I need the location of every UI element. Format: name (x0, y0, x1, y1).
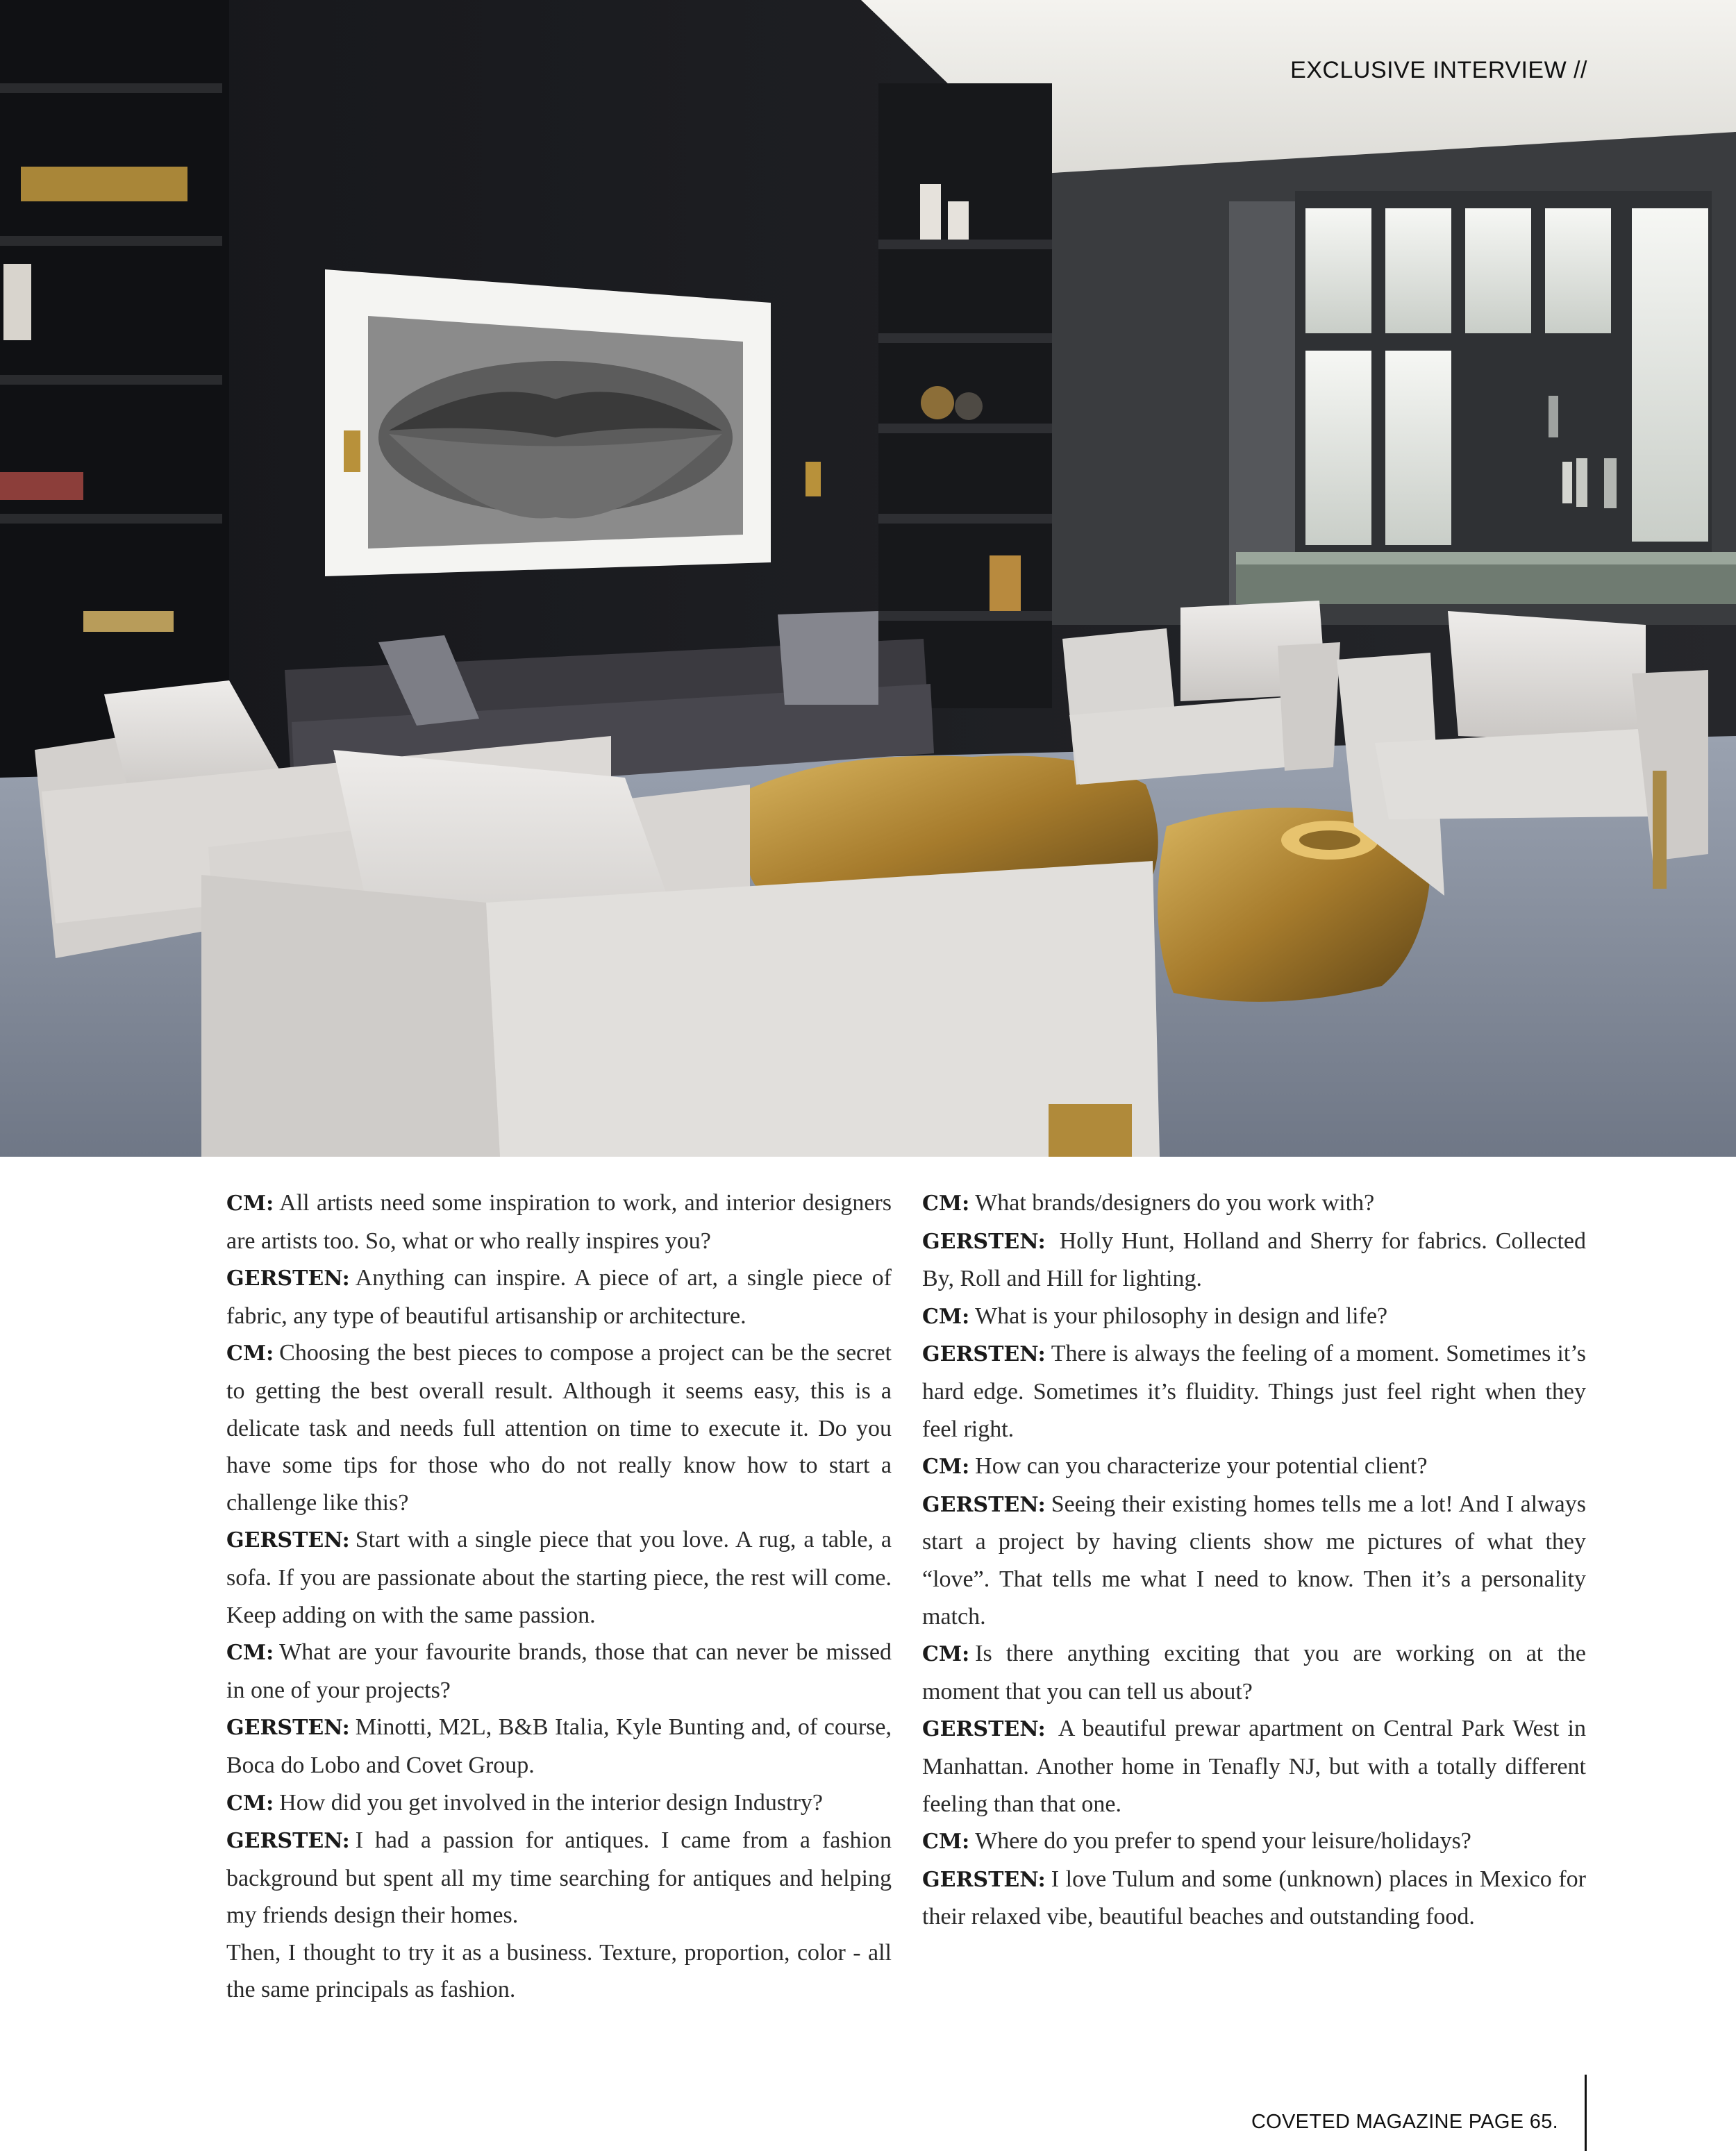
interview-paragraph (226, 1784, 892, 1823)
speaker-label: GERSTEN: (922, 1492, 1046, 1517)
speaker-label: GERSTEN: (922, 1229, 1046, 1254)
interview-paragraph (226, 1709, 892, 1784)
interview-paragraph (922, 1635, 1586, 1710)
paragraph-text: Where do you prefer to spend your leisure/holidays? (975, 1828, 1471, 1855)
paragraph-text: How did you get involved in the interior design Industry? (279, 1789, 823, 1816)
interview-paragraph (922, 1823, 1586, 1861)
speaker-label: CM: (226, 1641, 274, 1666)
interview-paragraph (226, 1634, 892, 1709)
interview-paragraph (922, 1298, 1586, 1336)
paragraph-text: Minotti, M2L, B&B Italia, Kyle Bunting and, of course, Boca do Lobo and Covet Group. (226, 1714, 892, 1778)
speaker-label: CM: (922, 1830, 970, 1855)
paragraph-text: I love Tulum and some (unknown) places in Mexico for their relaxed vibe, beautiful beaches and outstanding food. (922, 1866, 1586, 1930)
interview-paragraph (226, 1185, 892, 1259)
speaker-label: GERSTEN: (226, 1716, 350, 1741)
interview-paragraph (226, 1259, 892, 1334)
speaker-label: GERSTEN: (226, 1829, 350, 1854)
article-column-left (226, 1185, 892, 2009)
framed-lips-artwork (325, 269, 771, 576)
interview-paragraph (226, 1334, 892, 1521)
paragraph-text: Seeing their existing homes tells me a lot! And I always start a project by having clients show me pictures of what they “love”. That tells me what I need to know. Then it’s a personality match. (922, 1491, 1586, 1630)
speaker-label: GERSTEN: (226, 1266, 350, 1291)
speaker-label: CM: (922, 1642, 970, 1667)
speaker-label: GERSTEN: (226, 1528, 350, 1553)
paragraph-text: A beautiful prewar apartment on Central Park West in Manhattan. Another home in Tenafly NJ, but with a totally different feeling than that one. (922, 1716, 1586, 1817)
paragraph-text: Holly Hunt, Holland and Sherry for fabrics. Collected By, Roll and Hill for lighting. (922, 1228, 1586, 1292)
speaker-label: GERSTEN: (922, 1867, 1046, 1892)
speaker-label: CM: (226, 1791, 274, 1816)
paragraph-text: What brands/designers do you work with? (975, 1190, 1375, 1216)
interview-paragraph (922, 1335, 1586, 1448)
article-column-right (922, 1185, 1586, 1936)
interview-paragraph (922, 1223, 1586, 1298)
paragraph-text: Is there anything exciting that you are working on at the moment that you can tell us about? (922, 1641, 1586, 1705)
paragraph-text: There is always the feeling of a moment. Sometimes it’s hard edge. Sometimes it’s fluidity. Things just feel right when they feel right. (922, 1341, 1586, 1442)
paragraph-text: I had a passion for antiques. I came from a fashion background but spent all my time searching for antiques and helping my friends design their homes. (226, 1827, 892, 1929)
interview-paragraph (922, 1486, 1586, 1635)
paragraph-text: All artists need some inspiration to work, and interior designers are artists too. So, what or who really inspires you? (226, 1190, 892, 1254)
speaker-label: GERSTEN: (922, 1717, 1046, 1742)
speaker-label: CM: (226, 1341, 274, 1366)
paragraph-text: What are your favourite brands, those that can never be missed in one of your projects? (226, 1639, 892, 1703)
speaker-label: CM: (922, 1455, 970, 1480)
paragraph-text: Then, I thought to try it as a business. Texture, proportion, color - all the same principals as fashion. (226, 1939, 892, 2003)
paragraph-text: Start with a single piece that you love. A rug, a table, a sofa. If you are passionate about the starting piece, the rest will come. Keep adding on with the same passion. (226, 1527, 892, 1628)
paragraph-text: How can you characterize your potential client? (975, 1453, 1428, 1480)
window-panes (1295, 191, 1712, 559)
interview-paragraph (922, 1710, 1586, 1823)
interview-paragraph (226, 1822, 892, 1934)
speaker-label: CM: (226, 1191, 274, 1216)
interview-paragraph (922, 1448, 1586, 1486)
section-label: EXCLUSIVE INTERVIEW // (1290, 57, 1587, 83)
paragraph-text: Anything can inspire. A piece of art, a single piece of fabric, any type of beautiful artisanship or architecture. (226, 1265, 892, 1329)
footer-divider (1585, 2075, 1587, 2151)
center-shelves (878, 83, 1052, 708)
interview-paragraph (922, 1861, 1586, 1936)
paragraph-text: Choosing the best pieces to compose a project can be the secret to getting the best overall result. Although it seems easy, this is a delicate task and needs full attention on time to execute it. Do you have some tips for those who do not really know how to start a challenge like this? (226, 1340, 892, 1516)
speaker-label: GERSTEN: (922, 1342, 1046, 1367)
page-footer: COVETED MAGAZINE PAGE 65. (1251, 2111, 1558, 2133)
paragraph-text: What is your philosophy in design and life? (975, 1303, 1388, 1329)
interview-paragraph (226, 1934, 892, 2009)
interview-paragraph (226, 1521, 892, 1634)
speaker-label: CM: (922, 1191, 970, 1216)
speaker-label: CM: (922, 1304, 970, 1329)
interview-paragraph (922, 1185, 1586, 1223)
